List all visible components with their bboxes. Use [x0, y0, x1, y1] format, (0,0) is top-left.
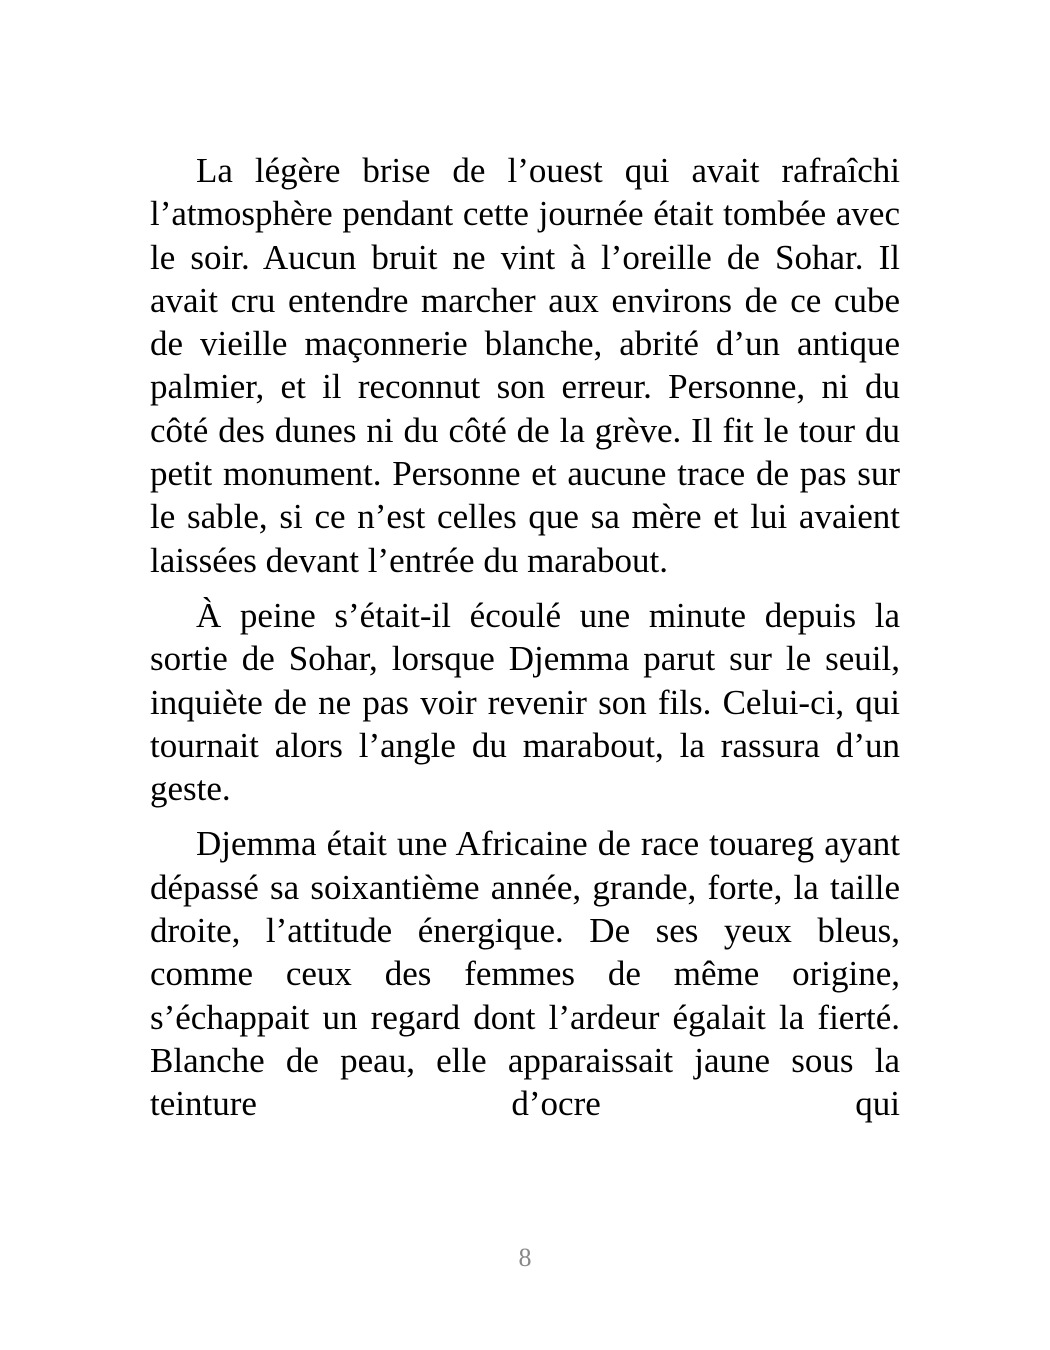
page-number: 8 — [518, 1243, 532, 1272]
page-body — [150, 149, 900, 1138]
paragraph-2: À peine s’était-il écoulé une minute depuis la sortie de Sohar, lorsque Djemma parut sur le seuil, inquiète de ne pas voir revenir son fils. Celui-ci, qui tournait alors l’angle du marabout, la rassura d’un geste. — [150, 595, 900, 809]
paragraph-3: Djemma était une Africaine de race touareg ayant dépassé sa soixantième année, grande, forte, la taille droite, l’attitude énergique. De ses yeux bleus, comme ceux des femmes de même origine, s’échappait un regard dont l’ardeur égalait la fierté. Blanche de peau, elle apparaissait jaune sous la teinture d’ocre qui — [150, 824, 900, 1124]
paragraph-1: La légère brise de l’ouest qui avait rafraîchi l’atmosphère pendant cette journée était tombée avec le soir. Aucun bruit ne vint à l’oreille de Sohar. Il avait cru entendre marcher aux environs de ce cube de vieille maçonnerie blanche, abrité d’un antique palmier, et il reconnut son erreur. Personne, ni du côté des dunes ni du côté de la grève. Il fit le tour du petit monument. Personne et aucune trace de pas sur le sable, si ce n’est celles que sa mère et lui avaient laissées devant l’entrée du marabout. — [150, 151, 900, 580]
